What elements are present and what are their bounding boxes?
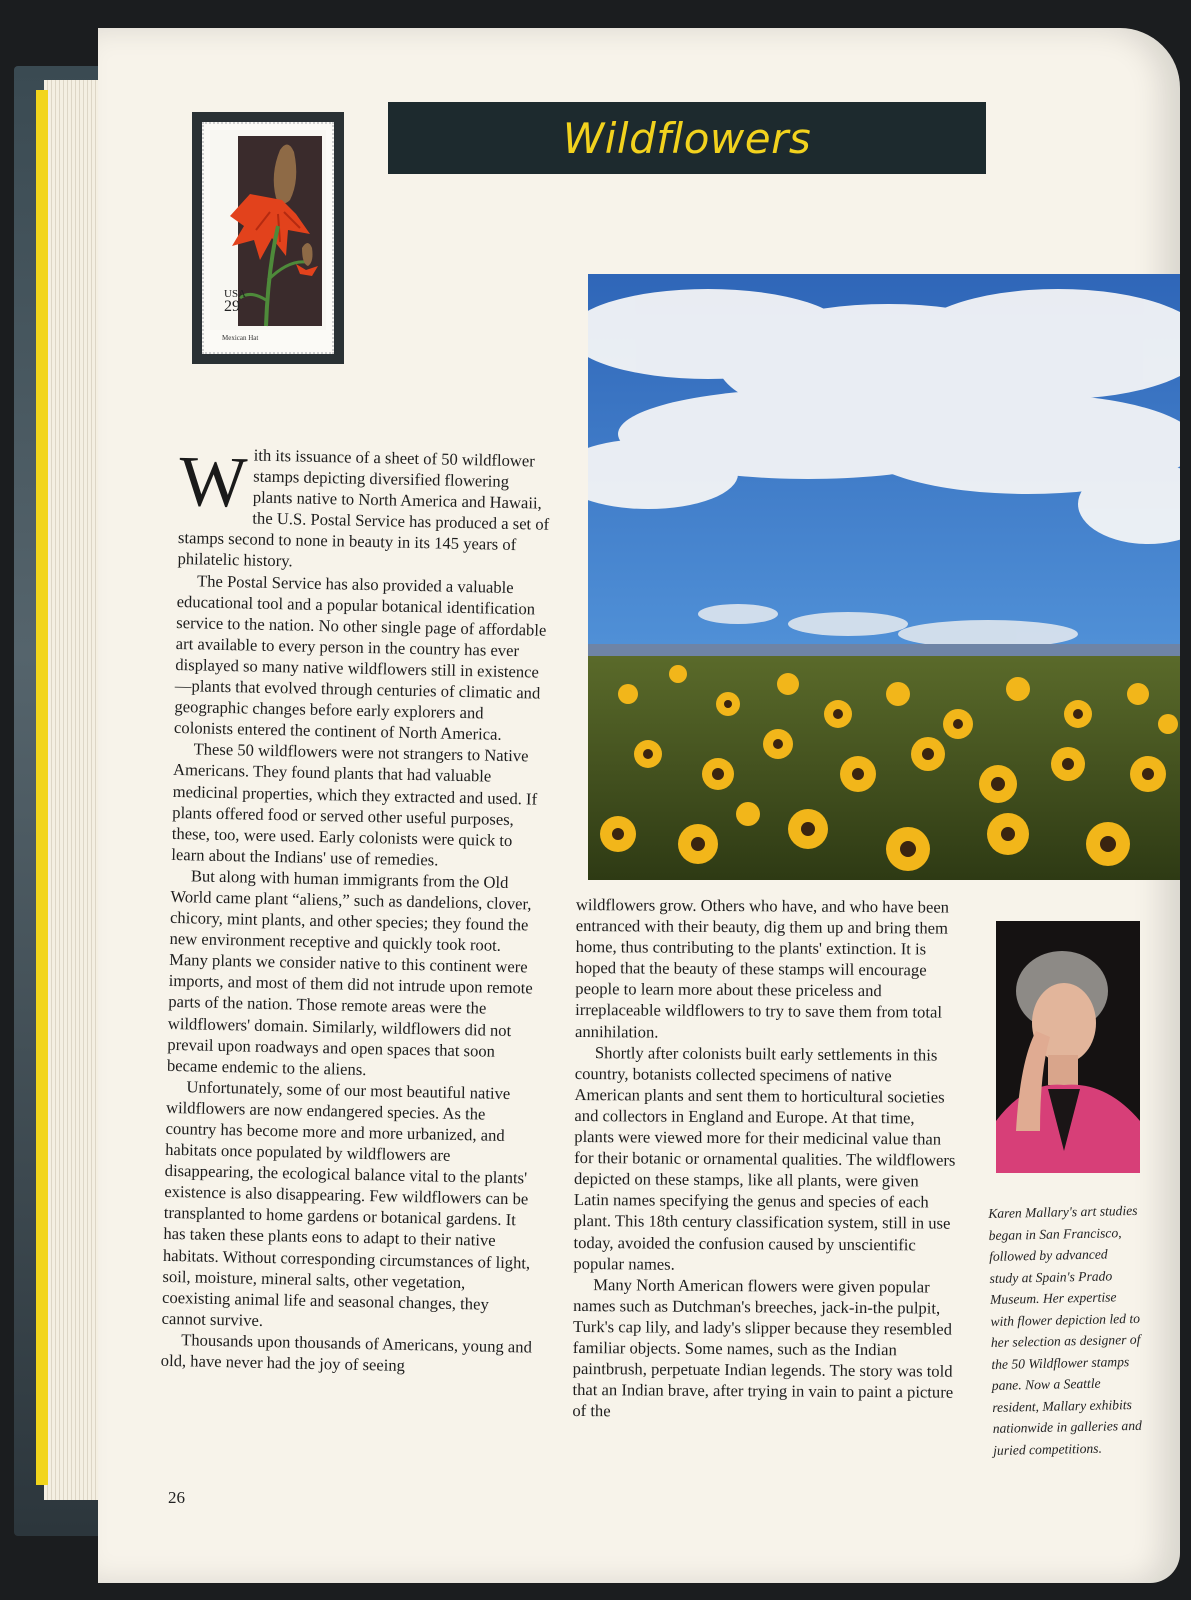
designer-portrait <box>996 921 1140 1173</box>
article-paragraph: Many North American flowers were given popular names such as Dutchman's breeches, jack-in-the pulpit, Turk's cap lily, and lady's slipper because they resembled familiar objects. Some names, such as the Indian paintbrush, perpetuate Indian legends. The story was told that an Indian brave, after trying in vain to paint a picture of the <box>572 1274 954 1421</box>
article-paragraph: These 50 wildflowers were not strangers to Native Americans. They found plants that had valuable medicinal properties, which they extracted and used. If plants offered food or served other useful purposes, these, too, were used. Early colonists were quick to learn about the Indians' use of remedies. <box>171 739 538 870</box>
drop-cap: W <box>178 441 248 523</box>
article-paragraph: Unfortunately, some of our most beautiful native wildflowers are now endangered species. As the country has become more and more urbanized, and habitats once populated by wildflowers are disappearing, the ecological balance vital to the plants' existence is also disappearing. Few wildflowers can be transplanted to home gardens or botanical gardens. It has taken these plants eons to adapt to their native habitats. Without corresponding circumstances of light, soil, moisture, mineral salts, other vegetation, coexisting animal life and seasonal changes, they cannot survive. <box>161 1077 531 1330</box>
stamp-country: USA <box>224 288 247 300</box>
page-title: Wildflowers <box>562 113 812 163</box>
postage-stamp <box>202 122 334 354</box>
title-banner <box>388 102 986 174</box>
stamp-caption: Mexican Hat <box>222 334 259 342</box>
article-middle-column <box>572 894 958 1424</box>
article-paragraph: ith its issuance of a sheet of 50 wildflower stamps depicting diversified flowering plants native to North America and Hawaii, the U.S. Postal Service has produced a set of stamps second to none in beauty in its 145 years of philatelic history. <box>177 445 550 571</box>
book-page <box>98 28 1180 1583</box>
sunflower-field-photo <box>588 274 1180 880</box>
book-spine-edge <box>36 90 48 1485</box>
article-paragraph: The Postal Service has also provided a valuable educational tool and a popular botanical identification service to the nation. No other single page of affordable art available to every person in the country has ever displayed so many native wildflowers still in existence—plants that evolved through centuries of climatic and geographic changes before early explorers and colonists entered the continent of North America. <box>173 570 547 745</box>
stamp-frame <box>192 112 344 364</box>
article-paragraph: wildflowers grow. Others who have, and who have been entranced with their beauty, dig them up and bring them home, thus contributing to the plants' extinction. It is hoped that the beauty of these stamps will encourage people to learn more about these priceless and irreplaceable wildflowers to try to save them from total annihilation. <box>574 895 950 1042</box>
page-number: 26 <box>168 1488 185 1507</box>
article-paragraph: Shortly after colonists built early settlements in this country, botanists collected specimens of native American plants and sent them to horticultural societies and collectors in England and Europe. At that time, plants were viewed more for their medicinal value than for their botanic or ornamental qualities. The wildflowers depicted on these stamps, like all plants, were given Latin names specifying the genus and species of each plant. This 18th century classification system, still in use today, avoided the confusion caused by unscientific popular names. <box>573 1042 956 1274</box>
article-paragraph: But along with human immigrants from the Old World came plant “aliens,” such as dandelions, clover, chicory, mint plants, and other species; they found the new environment receptive and quickly took root. Many plants we consider native to this continent were imports, and most of them did not intrude upon remote parts of the nation. Those remote areas were the wildflowers' domain. Similarly, wildflowers did not prevail upon roadways and open spaces that soon became endemic to the aliens. <box>166 866 533 1079</box>
portrait-caption: Karen Mallary's art studies began in San Francisco, followed by advanced study at Spain's Prado Museum. Her expertise with flower depiction led to her selection as designer of the 50 Wildflower stamps pane. Now a Seattle resident, Mallary exhibits nationwide in galleries and juried competitions. <box>988 1202 1143 1458</box>
article-paragraph: Thousands upon thousands of Americans, young and old, have never had the joy of seeing <box>160 1330 533 1375</box>
article-left-column <box>161 443 552 1379</box>
stamp-value: 29 <box>224 298 240 315</box>
